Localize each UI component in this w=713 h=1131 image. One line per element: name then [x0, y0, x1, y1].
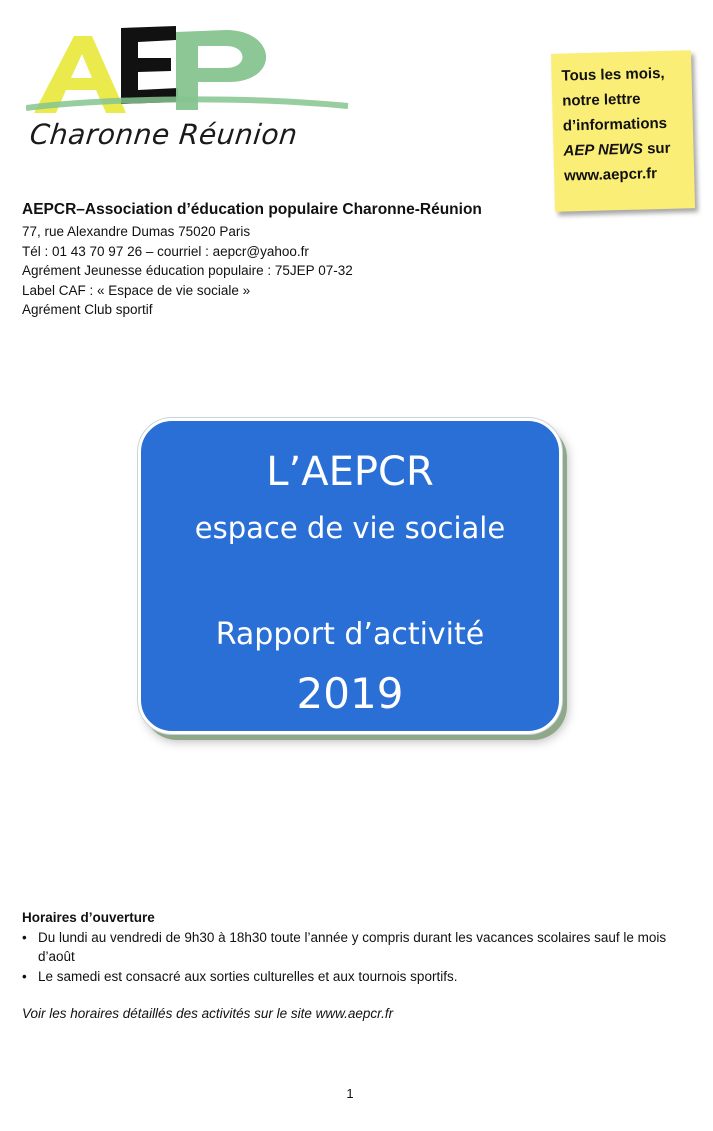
opening-hours-title: Horaires d’ouverture [22, 910, 155, 925]
banner-title: L’AEPCR [266, 449, 434, 495]
logo-subtitle: Charonne Réunion [28, 118, 300, 151]
note-line: AEP NEWS sur [563, 139, 671, 160]
list-item: • Le samedi est consacré aux sorties culturelles et aux tournois sportifs. [22, 967, 682, 987]
organization-contact: Tél : 01 43 70 97 26 – courriel : aepcr@yahoo.fr [22, 243, 309, 259]
aep-logo-letters [26, 18, 356, 128]
newsletter-sticky-note [551, 50, 695, 212]
organization-agrement: Agrément Jeunesse éducation populaire : 75JEP 07-32 [22, 263, 353, 278]
banner-report: Rapport d’activité [215, 617, 485, 652]
opening-hours-list [22, 928, 682, 987]
visit-website-note: Voir les horaires détaillés des activités sur le site www.aepcr.fr [22, 1006, 394, 1021]
aep-logo [26, 18, 356, 158]
report-title-banner [138, 418, 562, 734]
note-line: d’informations [562, 114, 668, 135]
opening-hours [22, 908, 682, 986]
organization-name: AEPCR–Association d’éducation populaire Charonne-Réunion [22, 201, 482, 218]
banner-year: 2019 [296, 669, 404, 718]
note-newsletter-name: AEP NEWS [563, 140, 644, 160]
note-line: notre lettre [561, 90, 641, 110]
banner-subtitle: espace de vie sociale [194, 511, 506, 545]
organization-info [22, 200, 482, 320]
organization-club: Agrément Club sportif [22, 302, 153, 317]
organization-label: Label CAF : « Espace de vie sociale » [22, 282, 251, 298]
page-number: 1 [346, 1086, 354, 1101]
note-line: Tous les mois, [561, 64, 665, 85]
organization-address: 77, rue Alexandre Dumas 75020 Paris [22, 224, 251, 239]
note-website-link[interactable]: www.aepcr.fr [563, 165, 658, 185]
list-item: • Du lundi au vendredi de 9h30 à 18h30 toute l’année y compris durant les vacances scolaires sauf le mois d’août [22, 928, 682, 967]
